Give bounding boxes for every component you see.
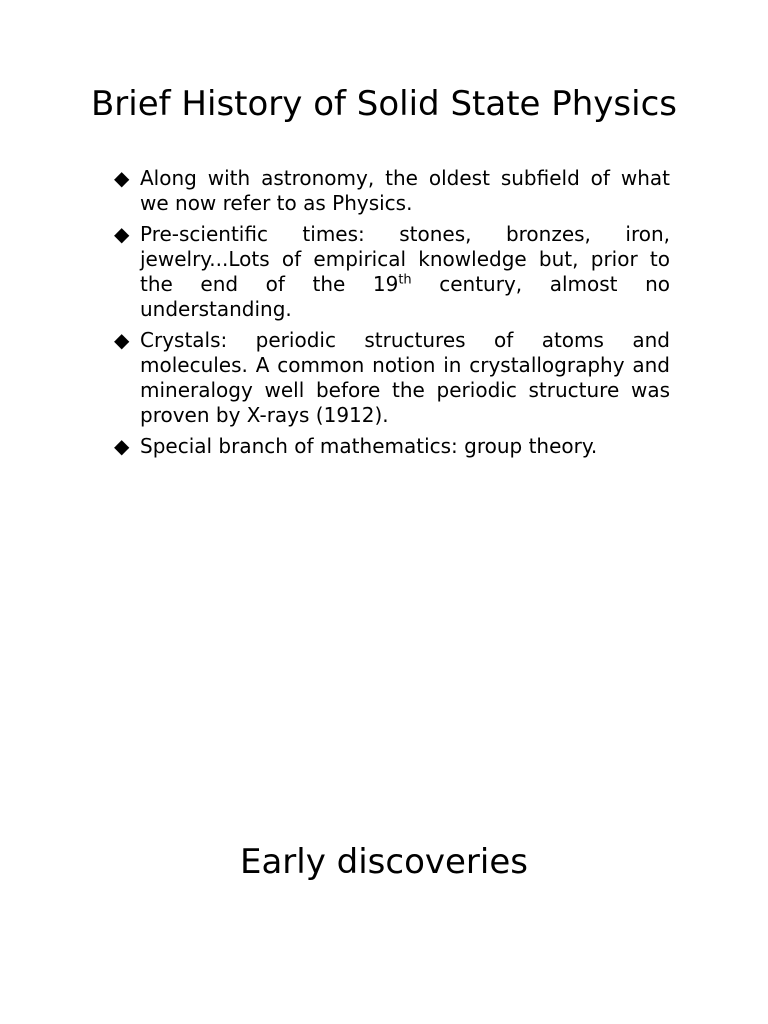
slide-title: Brief History of Solid State Physics	[90, 84, 677, 124]
bullet-text: Special branch of mathematics: group theory.	[140, 434, 598, 458]
bullet-list	[114, 166, 670, 465]
bullet-text-part: century, almost no understanding.	[140, 272, 670, 321]
diamond-bullet-icon: ◆	[114, 222, 130, 246]
diamond-bullet-icon: ◆	[114, 166, 130, 190]
bullet-text: Along with astronomy, the oldest subfield of what we now refer to as Physics.	[140, 166, 670, 215]
diamond-bullet-icon: ◆	[114, 434, 130, 458]
bullet-text: Crystals: periodic structures of atoms and molecules. A common notion in crystallography and mineralogy well before the periodic structure was proven by X-rays (1912).	[140, 328, 670, 427]
bullet-text-part: Pre-scientific times: stones, bronzes, iron, jewelry...Lots of empirical knowledge but, prior to the end of the 19	[140, 222, 670, 296]
list-item	[114, 328, 670, 428]
list-item	[114, 434, 670, 459]
bullet-text	[140, 222, 670, 322]
list-item	[114, 222, 670, 322]
superscript-text: th	[398, 272, 412, 288]
list-item	[114, 166, 670, 216]
slide-title: Early discoveries	[239, 842, 528, 882]
diamond-bullet-icon: ◆	[114, 328, 130, 352]
